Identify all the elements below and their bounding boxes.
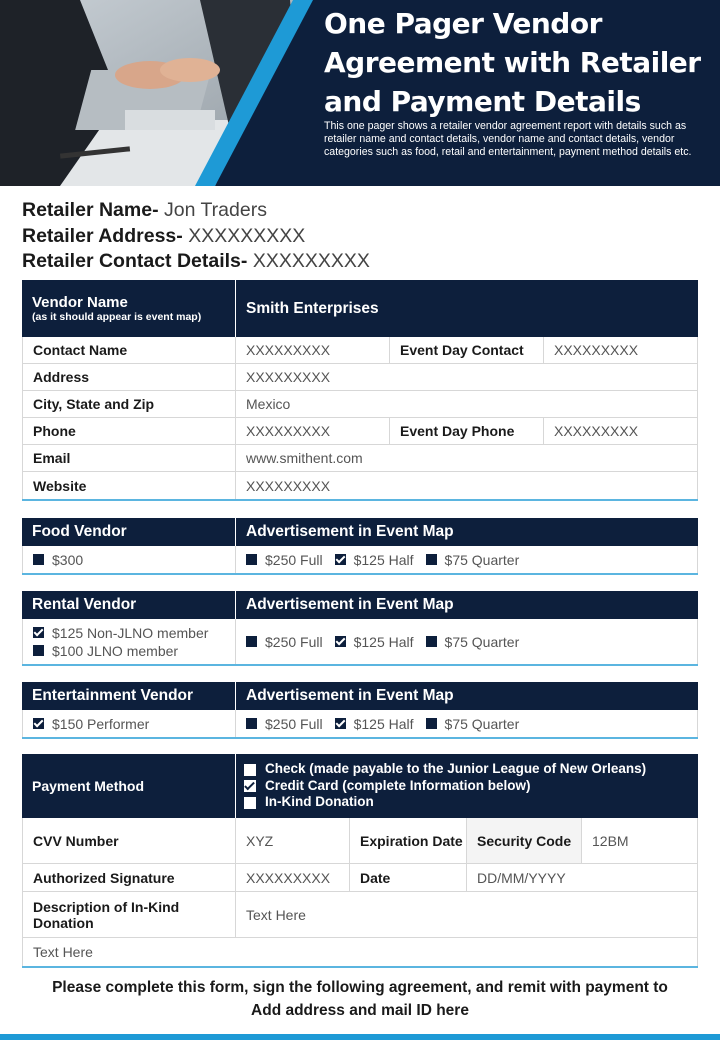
table-row bbox=[22, 818, 698, 864]
footer-line2: Add address and mail ID here bbox=[251, 1002, 469, 1019]
extra-text-field[interactable]: Text Here bbox=[22, 938, 698, 966]
food-ad-quarter-label: $75 Quarter bbox=[444, 551, 520, 568]
vendor-name-label: Vendor Name bbox=[32, 294, 128, 311]
payment-option-inkind-label: In-Kind Donation bbox=[265, 794, 374, 810]
payment-table bbox=[22, 754, 698, 968]
entertainment-ad-full-label: $250 Full bbox=[265, 715, 323, 732]
table-row bbox=[22, 892, 698, 938]
retailer-contact-value: XXXXXXXXX bbox=[252, 250, 370, 272]
checkbox-icon[interactable] bbox=[246, 554, 257, 565]
table-row bbox=[22, 364, 698, 391]
security-code-label: Security Code bbox=[467, 818, 582, 863]
retailer-contact-label: Retailer Contact Details- bbox=[22, 250, 248, 272]
entertainment-vendor-table bbox=[22, 682, 698, 739]
retailer-info bbox=[22, 198, 370, 275]
page-subtitle: This one pager shows a retailer vendor agreement report with details such as retailer name and contact details, vendor name and contact details, vendor categories such as food, retail and entertainment, payment method details etc. bbox=[324, 120, 692, 158]
city-state-zip-value[interactable]: Mexico bbox=[236, 391, 698, 417]
phone-value[interactable]: XXXXXXXXX bbox=[236, 418, 390, 444]
cvv-value[interactable]: XYZ bbox=[236, 818, 350, 863]
in-kind-description-label: Description of In-Kind Donation bbox=[22, 892, 236, 937]
rental-ad-half-label: $125 Half bbox=[353, 633, 414, 650]
retailer-address-value: XXXXXXXXX bbox=[188, 224, 306, 247]
rental-ad-title: Advertisement in Event Map bbox=[246, 596, 454, 613]
payment-option-check-label: Check (made payable to the Junior League of New Orleans) bbox=[265, 761, 647, 777]
checkbox-icon[interactable] bbox=[246, 718, 257, 729]
entertainment-ad-full[interactable] bbox=[246, 716, 323, 732]
rental-vendor-table bbox=[22, 591, 698, 666]
page-title: One Pager Vendor Agreement with Retailer and Payment Details bbox=[324, 7, 701, 118]
checkbox-icon[interactable] bbox=[244, 797, 256, 809]
footer-instructions bbox=[22, 976, 698, 1022]
rental-ad-half[interactable] bbox=[335, 634, 414, 650]
address-label: Address bbox=[22, 364, 236, 390]
table-row bbox=[22, 445, 698, 472]
checkbox-checked-icon[interactable] bbox=[244, 780, 256, 792]
checkbox-icon[interactable] bbox=[426, 554, 437, 565]
rental-ad-quarter[interactable] bbox=[426, 634, 520, 650]
retailer-address-label: Retailer Address- bbox=[22, 224, 183, 247]
checkbox-checked-icon[interactable] bbox=[335, 636, 346, 647]
event-day-contact-value[interactable]: XXXXXXXXX bbox=[544, 337, 698, 363]
food-ad-half[interactable] bbox=[335, 552, 414, 568]
table-row bbox=[22, 337, 698, 364]
footer-accent-bar bbox=[0, 1034, 720, 1040]
checkbox-icon[interactable] bbox=[33, 554, 44, 565]
entertainment-option-label: $150 Performer bbox=[52, 715, 150, 732]
contact-name-value[interactable]: XXXXXXXXX bbox=[236, 337, 390, 363]
table-row bbox=[22, 418, 698, 445]
payment-method-label: Payment Method bbox=[22, 754, 236, 818]
footer-line1: Please complete this form, sign the following agreement, and remit with payment to bbox=[52, 979, 668, 996]
checkbox-icon[interactable] bbox=[246, 636, 257, 647]
food-ad-quarter[interactable] bbox=[426, 552, 520, 568]
vendor-table bbox=[22, 280, 698, 501]
food-ad-title: Advertisement in Event Map bbox=[246, 523, 454, 540]
date-label: Date bbox=[350, 864, 467, 891]
security-code-value[interactable]: 12BM bbox=[582, 818, 698, 863]
expiration-date-label: Expiration Date bbox=[350, 818, 467, 863]
checkbox-checked-icon[interactable] bbox=[33, 627, 44, 638]
checkbox-checked-icon[interactable] bbox=[33, 718, 44, 729]
checkbox-icon[interactable] bbox=[426, 718, 437, 729]
rental-vendor-title: Rental Vendor bbox=[22, 591, 236, 619]
authorized-signature-value[interactable]: XXXXXXXXX bbox=[236, 864, 350, 891]
table-row bbox=[22, 938, 698, 966]
rental-option1-label: $125 Non-JLNO member bbox=[52, 624, 209, 641]
event-day-phone-value[interactable]: XXXXXXXXX bbox=[544, 418, 698, 444]
email-label: Email bbox=[22, 445, 236, 471]
authorized-signature-label: Authorized Signature bbox=[22, 864, 236, 891]
contact-name-label: Contact Name bbox=[22, 337, 236, 363]
retailer-name-value: Jon Traders bbox=[163, 199, 267, 221]
food-option-300[interactable] bbox=[33, 552, 83, 568]
rental-ad-full[interactable] bbox=[246, 634, 323, 650]
entertainment-ad-half-label: $125 Half bbox=[353, 715, 414, 732]
in-kind-description-value[interactable]: Text Here bbox=[236, 892, 698, 937]
rental-option2-label: $100 JLNO member bbox=[52, 642, 179, 659]
food-option-label: $300 bbox=[52, 551, 84, 568]
rental-option-member[interactable] bbox=[33, 643, 178, 659]
food-vendor-table bbox=[22, 518, 698, 575]
entertainment-vendor-title: Entertainment Vendor bbox=[22, 682, 236, 710]
event-day-contact-label: Event Day Contact bbox=[390, 337, 544, 363]
payment-option-check[interactable] bbox=[244, 761, 646, 778]
cvv-label: CVV Number bbox=[22, 818, 236, 863]
entertainment-ad-quarter[interactable] bbox=[426, 716, 520, 732]
date-value[interactable]: DD/MM/YYYY bbox=[467, 864, 698, 891]
rental-option-non-member[interactable] bbox=[33, 625, 208, 641]
vendor-name-value: Smith Enterprises bbox=[246, 299, 379, 317]
checkbox-icon[interactable] bbox=[426, 636, 437, 647]
checkbox-checked-icon[interactable] bbox=[335, 554, 346, 565]
retailer-name-label: Retailer Name- bbox=[22, 199, 159, 221]
food-ad-full-label: $250 Full bbox=[265, 551, 323, 568]
food-ad-half-label: $125 Half bbox=[353, 551, 414, 568]
city-state-zip-label: City, State and Zip bbox=[22, 391, 236, 417]
food-ad-full[interactable] bbox=[246, 552, 323, 568]
checkbox-checked-icon[interactable] bbox=[335, 718, 346, 729]
rental-ad-full-label: $250 Full bbox=[265, 633, 323, 650]
entertainment-ad-quarter-label: $75 Quarter bbox=[444, 715, 520, 732]
food-vendor-title: Food Vendor bbox=[22, 518, 236, 546]
table-row bbox=[22, 864, 698, 892]
handshake-photo bbox=[0, 0, 330, 186]
payment-option-credit-label: Credit Card (complete Information below) bbox=[265, 777, 531, 793]
payment-option-credit-card[interactable] bbox=[244, 778, 531, 795]
entertainment-option-performer[interactable] bbox=[33, 716, 149, 732]
entertainment-ad-half[interactable] bbox=[335, 716, 414, 732]
checkbox-icon[interactable] bbox=[244, 764, 256, 776]
phone-label: Phone bbox=[22, 418, 236, 444]
checkbox-icon[interactable] bbox=[33, 645, 44, 656]
vendor-name-sub: (as it should appear is event map) bbox=[32, 311, 202, 323]
header-banner bbox=[0, 0, 720, 186]
website-label: Website bbox=[22, 472, 236, 499]
website-value[interactable]: XXXXXXXXX bbox=[236, 472, 698, 499]
event-day-phone-label: Event Day Phone bbox=[390, 418, 544, 444]
email-value[interactable]: www.smithent.com bbox=[236, 445, 698, 471]
table-row bbox=[22, 391, 698, 418]
rental-ad-quarter-label: $75 Quarter bbox=[444, 633, 520, 650]
address-value[interactable]: XXXXXXXXX bbox=[236, 364, 698, 390]
table-row bbox=[22, 472, 698, 499]
entertainment-ad-title: Advertisement in Event Map bbox=[246, 687, 454, 704]
payment-option-in-kind[interactable] bbox=[244, 794, 374, 811]
